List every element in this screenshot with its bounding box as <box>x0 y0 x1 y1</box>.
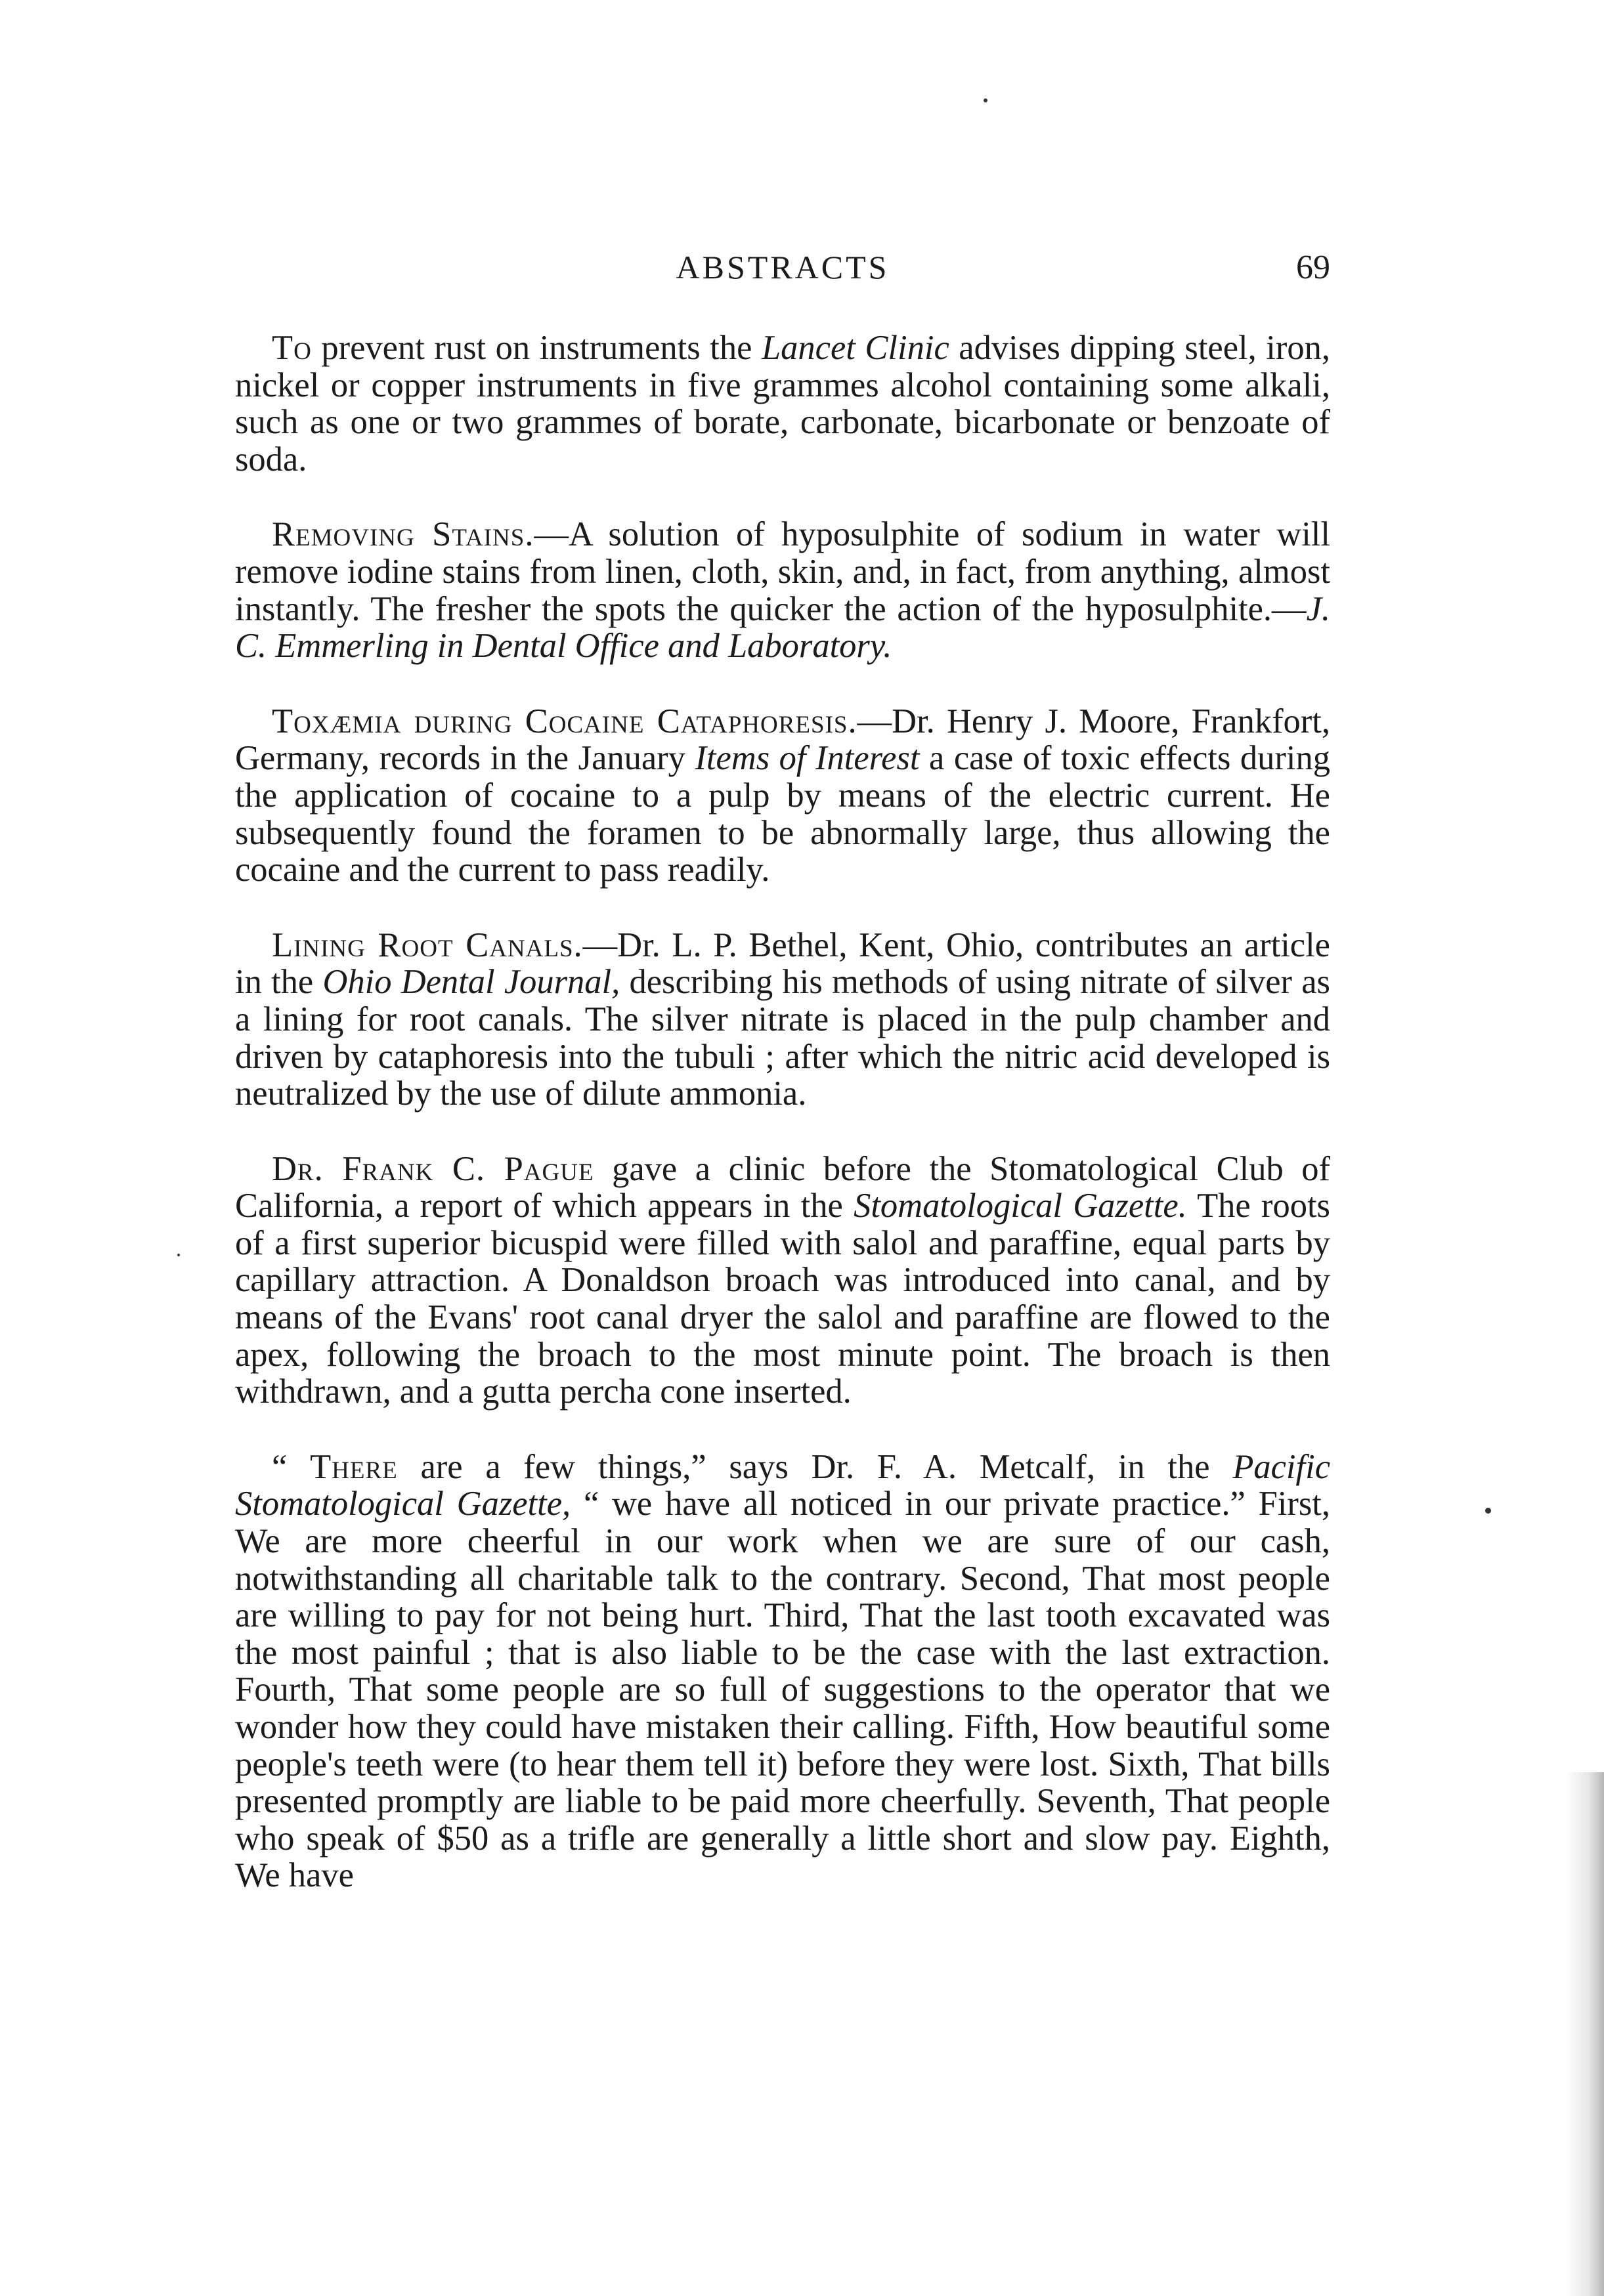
paragraph-lead: Dr. Frank C. Pague <box>272 1149 594 1188</box>
body-text <box>235 330 1330 1894</box>
page-number: 69 <box>1296 249 1330 286</box>
paragraph-text: are a few things,” says Dr. F. A. Metcalf, in the <box>397 1447 1233 1486</box>
paragraph-metcalf <box>235 1449 1330 1894</box>
paragraph-toxaemia <box>235 703 1330 889</box>
paragraph-lead: To <box>272 329 312 367</box>
paragraph-text: “ we have all noticed in our private practice.” First, We are more cheerful in our work when we are sure of our cash, notwithstanding all charitable talk to the contrary. Second, That most people are willing to pay for not being hurt. Third, That the last tooth excavated was the most painful ; that is also liable to be the case with the last extraction. Fourth, That some people are so full of suggestions to the operator that we wonder how they could have mistaken their calling. Fifth, How beautiful some people's teeth were (to hear them tell it) before they were lost. Sixth, That bills presented promptly are liable to be paid more cheerfully. Seventh, That people who speak of $50 as a trifle are generally a little short and slow pay. Eighth, We have <box>235 1485 1330 1895</box>
paragraph-lining-root-canals <box>235 927 1330 1113</box>
running-head: ABSTRACTS <box>676 249 890 286</box>
journal-title: Stomatological Gazette. <box>854 1187 1187 1225</box>
binding-shadow <box>1565 1772 1604 2296</box>
paragraph-lead: There <box>310 1447 398 1486</box>
opening-quote: “ <box>272 1447 311 1486</box>
citation: J. C. Emmerling in Dental Office and Laboratory. <box>235 589 1330 666</box>
paragraph-text: advises dipping steel, iron, nickel or copper instruments in five grammes alcohol containing some alkali, such as one or two grammes of borate, carbonate, bicarbonate or benzoate of soda. <box>235 329 1330 478</box>
paragraph-text: gave a clinic before the Stomatological Club of California, a report of which appears in the <box>235 1149 1331 1225</box>
paragraph-text: The roots of a first superior bicuspid were filled with salol and paraffine, equal parts by capillary attraction. A Donaldson broach was introduced into canal, and by means of the Evans' root canal dryer the salol and paraffine are flowed to the apex, following the broach to the most minute point. The broach is then withdrawn, and a gutta percha cone inserted. <box>235 1187 1330 1411</box>
page-header <box>235 248 1330 294</box>
paragraph-text: describing his methods of using nitrate of silver as a lining for root canals. The silver nitrate is placed in the pulp chamber and driven by cataphoresis into the tubuli ; after which the nitric acid developed is neutralized by the use of dilute ammonia. <box>235 963 1330 1113</box>
paragraph-heading: Toxæmia during Cocaine Cataphoresis. <box>272 702 857 740</box>
paragraph-removing-stains <box>235 516 1330 664</box>
journal-title: Items of Interest <box>695 739 920 778</box>
journal-title: Pacific Stomatological Gazette, <box>235 1447 1330 1523</box>
paragraph-heading: Removing Stains. <box>272 515 534 554</box>
paragraph-text: a case of toxic effects during the application of cocaine to a pulp by means of the electric current. He subsequently found the foramen to be abnormally large, thus allowing the cocaine and the current to pass readily. <box>235 739 1330 889</box>
journal-title: Ohio Dental Journal, <box>322 963 620 1002</box>
paragraph-heading: Lining Root Canals. <box>272 925 583 964</box>
paragraph-text: prevent rust on instruments the <box>311 329 762 367</box>
paragraph-text: —A solution of hyposulphite of sodium in water will remove iodine stains from linen, cloth, skin, and, in fact, from anything, almost instantly. The fresher the spots the quicker the action of the hyposulphite.— <box>235 515 1330 628</box>
scan-speck <box>984 98 987 102</box>
paragraph-pague-clinic <box>235 1151 1330 1411</box>
paragraph-text: —Dr. Henry J. Moore, Frankfort, Germany, records in the January <box>235 702 1330 778</box>
paragraph-text: —Dr. L. P. Bethel, Kent, Ohio, contributes an article in the <box>235 925 1330 1002</box>
paragraph-rust-prevention <box>235 330 1330 478</box>
journal-title: Lancet Clinic <box>761 329 949 367</box>
scan-speck <box>177 1254 180 1256</box>
scan-speck <box>1485 1508 1491 1514</box>
